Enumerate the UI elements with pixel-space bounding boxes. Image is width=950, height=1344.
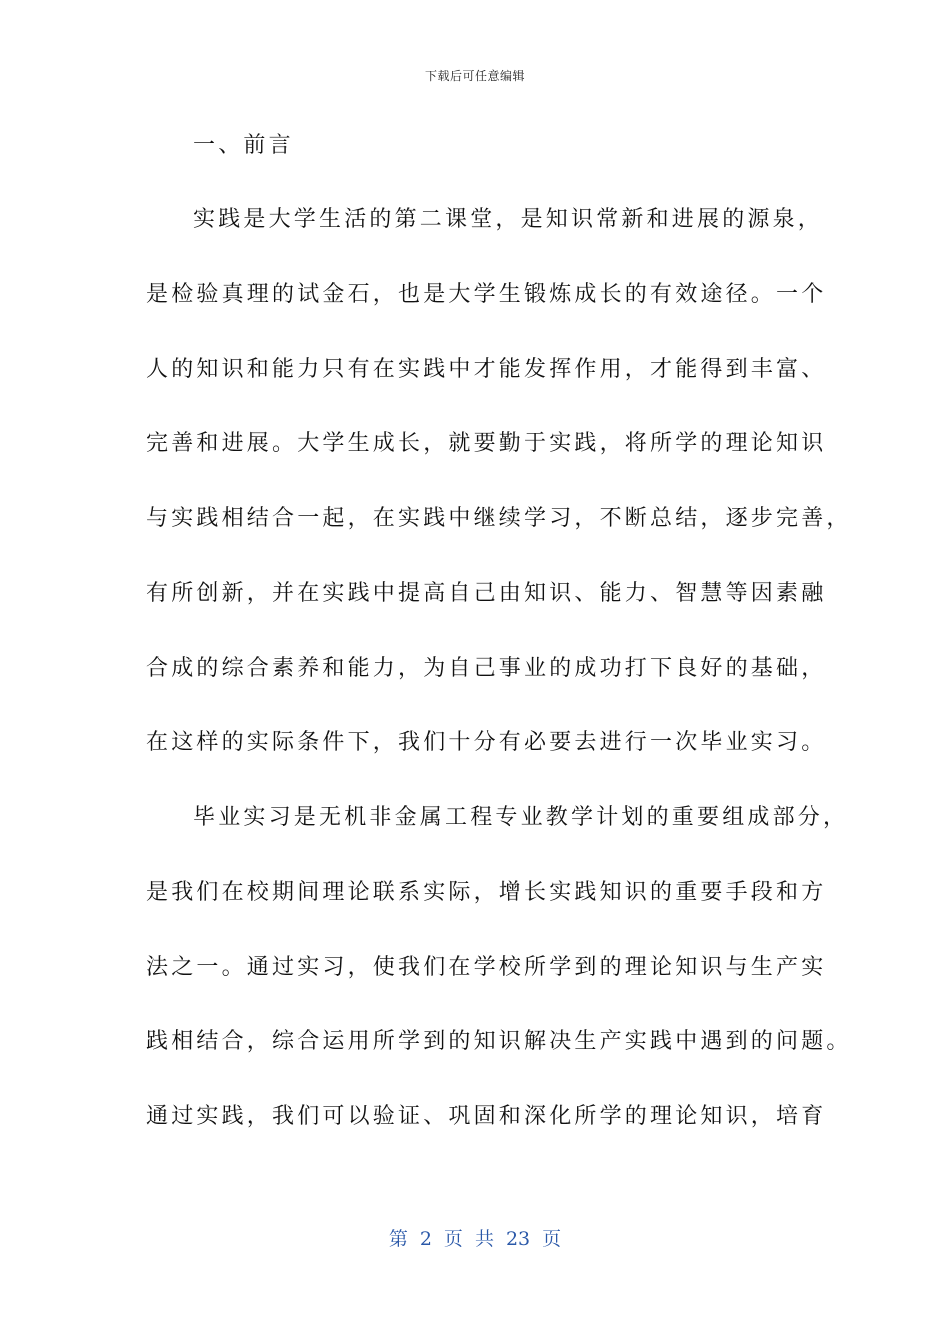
page-prefix: 第: [388, 1228, 408, 1250]
section-heading: 一、前言: [193, 133, 294, 158]
paragraph-line: 践相结合，综合运用所学到的知识解决生产实践中遇到的问题。: [146, 1029, 852, 1054]
paragraph-line: 法之一。通过实习，使我们在学校所学到的理论知识与生产实: [146, 955, 827, 980]
paragraph-line: 合成的综合素养和能力，为自己事业的成功打下良好的基础，: [146, 656, 827, 681]
paragraph-line: 与实践相结合一起，在实践中继续学习，不断总结，逐步完善，: [146, 506, 852, 531]
page-number: 2: [419, 1228, 432, 1250]
paragraph-line: 通过实践，我们可以验证、巩固和深化所学的理论知识，培育: [146, 1104, 827, 1129]
paragraph-line: 人的知识和能力只有在实践中才能发挥作用，才能得到丰富、: [146, 357, 827, 382]
paragraph-line: 是检验真理的试金石，也是大学生锻炼成长的有效途径。一个: [146, 282, 827, 307]
paragraph-line: 实践是大学生活的第二课堂，是知识常新和进展的源泉，: [193, 207, 824, 232]
paragraph-line: 完善和进展。大学生成长，就要勤于实践，将所学的理论知识: [146, 431, 827, 456]
page-footer: [0, 1224, 950, 1251]
paragraph-line: 是我们在校期间理论联系实际，增长实践知识的重要手段和方: [146, 880, 827, 905]
page-suffix: 页: [542, 1228, 562, 1250]
header-note: 下载后可任意编辑: [424, 69, 525, 83]
page-total: 23: [505, 1228, 531, 1250]
page-mid: 页 共: [443, 1228, 494, 1250]
paragraph-line: 在这样的实际条件下，我们十分有必要去进行一次毕业实习。: [146, 730, 827, 755]
paragraph-line: 有所创新，并在实践中提高自己由知识、能力、智慧等因素融: [146, 581, 827, 606]
paragraph-line: 毕业实习是无机非金属工程专业教学计划的重要组成部分，: [193, 805, 849, 830]
